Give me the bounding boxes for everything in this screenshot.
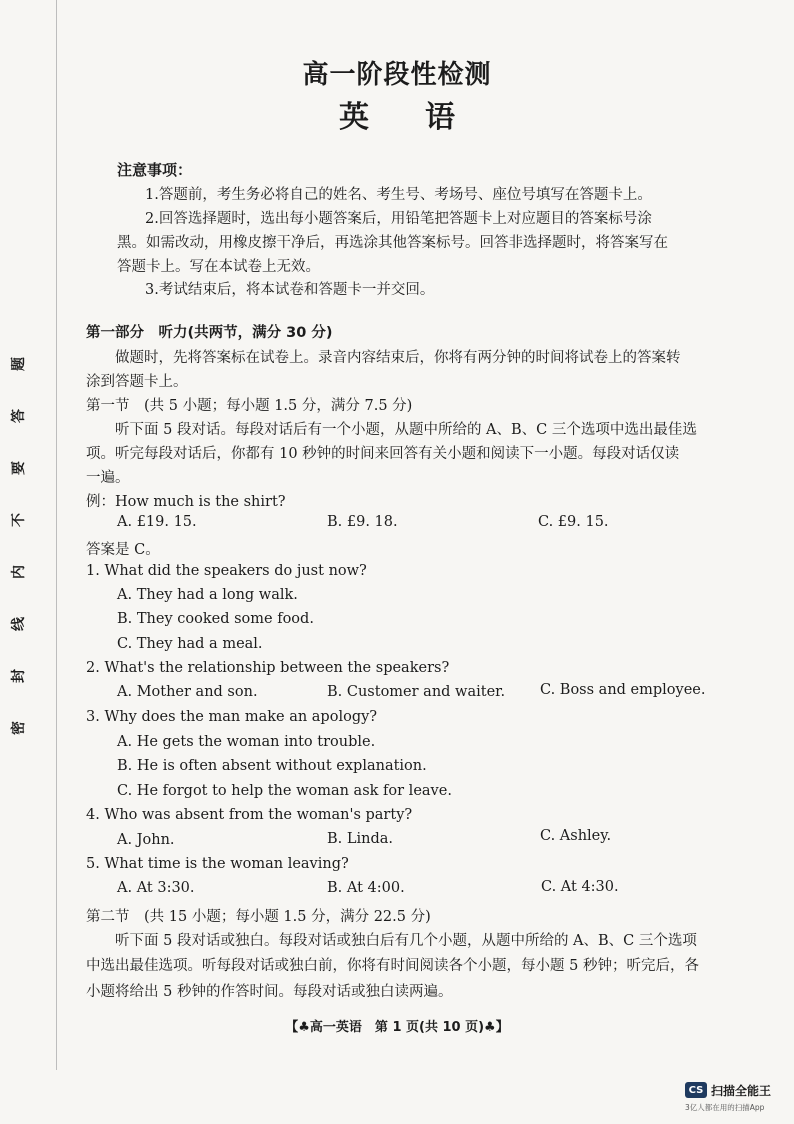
- q2-option-b: B. Customer and waiter.: [327, 684, 506, 700]
- q3-option-c: C. He forgot to help the woman ask for leave.: [117, 783, 452, 799]
- q5-option-b: B. At 4:00.: [327, 880, 405, 896]
- section1-heading: 第一节 (共 5 小题；每小题 1.5 分，满分 7.5 分): [86, 398, 413, 414]
- scanner-app-name: 扫描全能王: [711, 1084, 772, 1098]
- q2-option-c: C. Boss and employee.: [540, 682, 706, 698]
- section1-intro-cont: 一遍。: [86, 470, 130, 486]
- exam-title: 高一阶段性检测: [302, 60, 492, 90]
- notice-item-1: 1.答题前，考生务必将自己的姓名、考生号、考场号、座位号填写在答题卡上。: [145, 187, 652, 203]
- example-option-b: B. £9. 18.: [327, 514, 398, 530]
- part1-heading: 第一部分 听力(共两节，满分 30 分): [86, 325, 333, 341]
- question-1: 1. What did the speakers do just now?: [86, 563, 367, 579]
- seal-char: 密: [11, 721, 27, 735]
- scanner-tagline: 3亿人都在用的扫描App: [685, 1103, 765, 1112]
- q4-option-a: A. John.: [117, 832, 175, 848]
- seal-char: 内: [11, 565, 27, 579]
- seal-char: 线: [11, 617, 27, 631]
- notice-item-2: 2.回答选择题时，选出每小题答案后，用铅笔把答题卡上对应题目的答案标号涂: [145, 211, 652, 227]
- section1-intro: 听下面 5 段对话。每段对话后有一个小题，从题中所给的 A、B、C 三个选项中选出最佳选: [115, 422, 697, 438]
- page-footer: 【♣高一英语 第 1 页(共 10 页)♣】: [285, 1020, 509, 1035]
- seal-char: 不: [11, 513, 27, 527]
- question-4: 4. Who was absent from the woman's party?: [86, 807, 413, 823]
- notice-item-2-cont: 黑。如需改动，用橡皮擦干净后，再选涂其他答案标号。回答非选择题时，将答案写在: [117, 235, 668, 251]
- camscanner-logo-icon: CS: [685, 1082, 707, 1098]
- seal-char: 答: [11, 409, 27, 423]
- q2-option-a: A. Mother and son.: [117, 684, 258, 700]
- q3-option-a: A. He gets the woman into trouble.: [117, 734, 376, 750]
- q1-option-b: B. They cooked some food.: [117, 611, 314, 627]
- q4-option-b: B. Linda.: [327, 831, 394, 847]
- part1-intro-cont: 涂到答题卡上。: [86, 374, 188, 390]
- q3-option-b: B. He is often absent without explanation.: [117, 758, 427, 774]
- exam-subject: 英语: [339, 100, 511, 135]
- binding-margin-line: [56, 0, 57, 1070]
- example-option-a: A. £19. 15.: [117, 514, 197, 530]
- question-5: 5. What time is the woman leaving?: [86, 856, 349, 872]
- q1-option-a: A. They had a long walk.: [117, 587, 298, 603]
- question-3: 3. Why does the man make an apology?: [86, 709, 378, 725]
- q1-option-c: C. They had a meal.: [117, 636, 263, 652]
- section2-intro-cont: 小题将给出 5 秒钟的作答时间。每段对话或独白读两遍。: [86, 984, 453, 1000]
- section2-intro: 听下面 5 段对话或独白。每段对话或独白后有几个小题，从题中所给的 A、B、C 三个选项: [115, 933, 697, 949]
- notice-item-3: 3.考试结束后，将本试卷和答题卡一并交回。: [145, 282, 435, 298]
- example-answer: 答案是 C。: [86, 542, 160, 558]
- part1-intro: 做题时，先将答案标在试卷上。录音内容结束后，你将有两分钟的时间将试卷上的答案转: [115, 350, 681, 366]
- question-2: 2. What's the relationship between the speakers?: [86, 660, 450, 676]
- section2-intro-cont: 中选出最佳选项。听每段对话或独白前，你将有时间阅读各个小题，每小题 5 秒钟；听完后，各: [86, 958, 699, 974]
- notice-title: 注意事项：: [117, 161, 193, 179]
- q5-option-a: A. At 3:30.: [117, 880, 195, 896]
- notice-item-2-cont: 答题卡上。写在本试卷上无效。: [117, 259, 320, 275]
- section2-heading: 第二节 (共 15 小题；每小题 1.5 分，满分 22.5 分): [86, 909, 431, 925]
- example-question: 例：How much is the shirt?: [86, 494, 286, 510]
- seal-char: 要: [11, 461, 27, 475]
- seal-line-text: [11, 338, 48, 754]
- example-option-c: C. £9. 15.: [538, 514, 609, 530]
- q4-option-c: C. Ashley.: [540, 828, 612, 844]
- q5-option-c: C. At 4:30.: [541, 879, 619, 895]
- seal-char: 题: [11, 357, 27, 371]
- seal-char: 封: [11, 669, 27, 683]
- section1-intro-cont: 项。听完每段对话后，你都有 10 秒钟的时间来回答有关小题和阅读下一小题。每段对话仅读: [86, 446, 680, 462]
